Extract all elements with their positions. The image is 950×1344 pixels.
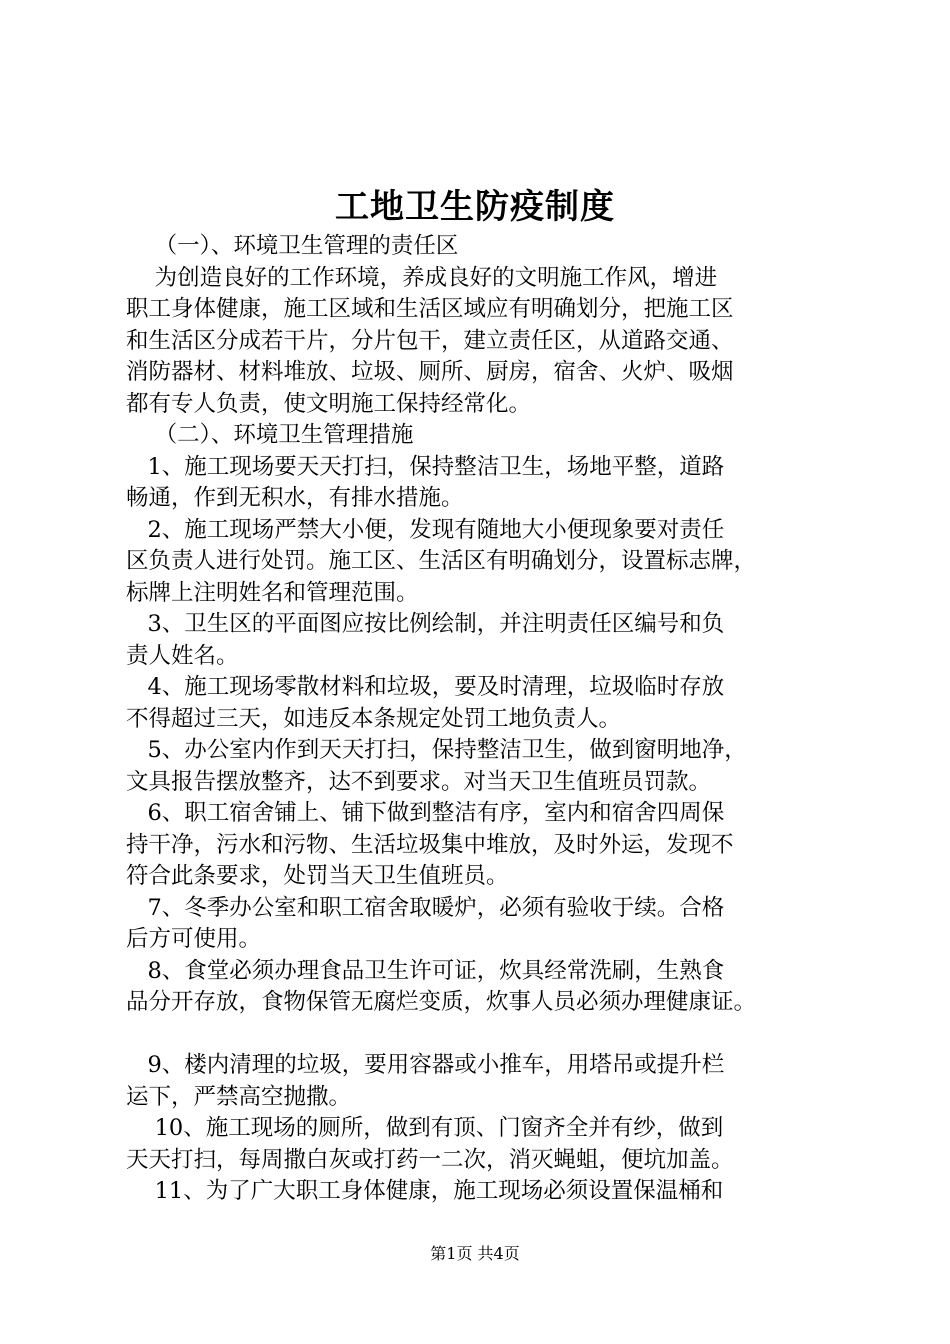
body-line: 都有专人负责，使文明施工保持经常化。 [126,390,532,417]
body-line: 1、施工现场要天天打扫，保持整洁卫生，场地平整，道路 [126,453,725,480]
body-line: 不得超过三天，如违反本条规定处罚工地负责人。 [126,705,622,732]
body-line: 6、职工宿舍铺上、铺下做到整洁有序，室内和宿舍四周保 [126,800,725,826]
body-line: 后方可使用。 [126,926,262,952]
body-line: 品分开存放，食物保管无腐烂变质，炊事人员必须办理健康证。 [126,989,757,1015]
body-line: 区负责人进行处罚。施工区、生活区有明确划分，设置标志牌， [126,548,757,574]
body-line: 8、食堂必须办理食品卫生许可证，炊具经常洗刷，生熟食 [126,957,725,984]
body-line: 天天打扫，每周撒白灰或打药一二次，消灭蝇蛆，便坑加盖。 [126,1146,734,1173]
page-footer: 第1页 共4页 [430,1244,520,1263]
body-line: 运下，严禁高空抛撒。 [126,1083,352,1110]
body-line: 2、施工现场严禁大小便，发现有随地大小便现象要对责任 [126,516,725,543]
body-line: 和生活区分成若干片，分片包干，建立责任区，从道路交通、 [126,327,734,354]
body-line: 标牌上注明姓名和管理范围。 [126,579,419,606]
body-line: 责人姓名。 [126,642,239,669]
document-body [126,231,846,1208]
body-line: 职工身体健康，施工区域和生活区域应有明确划分，把施工区 [126,296,734,322]
body-line: 9、楼内清理的垃圾，要用容器或小推车，用塔吊或提升栏 [126,1052,725,1078]
body-line: 符合此条要求，处罚当天卫生值班员。 [126,863,509,889]
body-line: 文具报告摆放整齐，达不到要求。对当天卫生值班员罚款。 [126,768,712,795]
body-line: 5、办公室内作到天天打扫，保持整洁卫生，做到窗明地净， [126,737,747,763]
body-line: 10、施工现场的厕所，做到有顶、门窗齐全并有纱，做到 [126,1115,724,1141]
body-line: 11、为了广大职工身体健康，施工现场必须设置保温桶和 [126,1178,724,1204]
body-line: 3、卫生区的平面图应按比例绘制，并注明责任区编号和负 [126,611,725,637]
body-line: 持干净，污水和污物、生活垃圾集中堆放，及时外运，发现不 [126,831,734,858]
document-title: 工地卫生防疫制度 [335,187,615,227]
body-line: 畅通，作到无积水，有排水措施。 [126,485,464,511]
blank-line [126,1019,846,1051]
body-line: 为创造良好的工作环境，养成良好的文明施工作风，增进 [126,264,718,291]
body-line: （二）、环境卫生管理措施 [126,422,414,448]
body-line: 4、施工现场零散材料和垃圾，要及时清理，垃圾临时存放 [126,674,725,700]
body-line: 7、冬季办公室和职工宿舍取暖炉，必须有验收于续。合格 [126,894,725,921]
body-line: （一）、环境卫生管理的责任区 [126,233,459,259]
body-line: 消防器材、材料堆放、垃圾、厕所、厨房，宿舍、火炉、吸烟 [126,359,734,385]
